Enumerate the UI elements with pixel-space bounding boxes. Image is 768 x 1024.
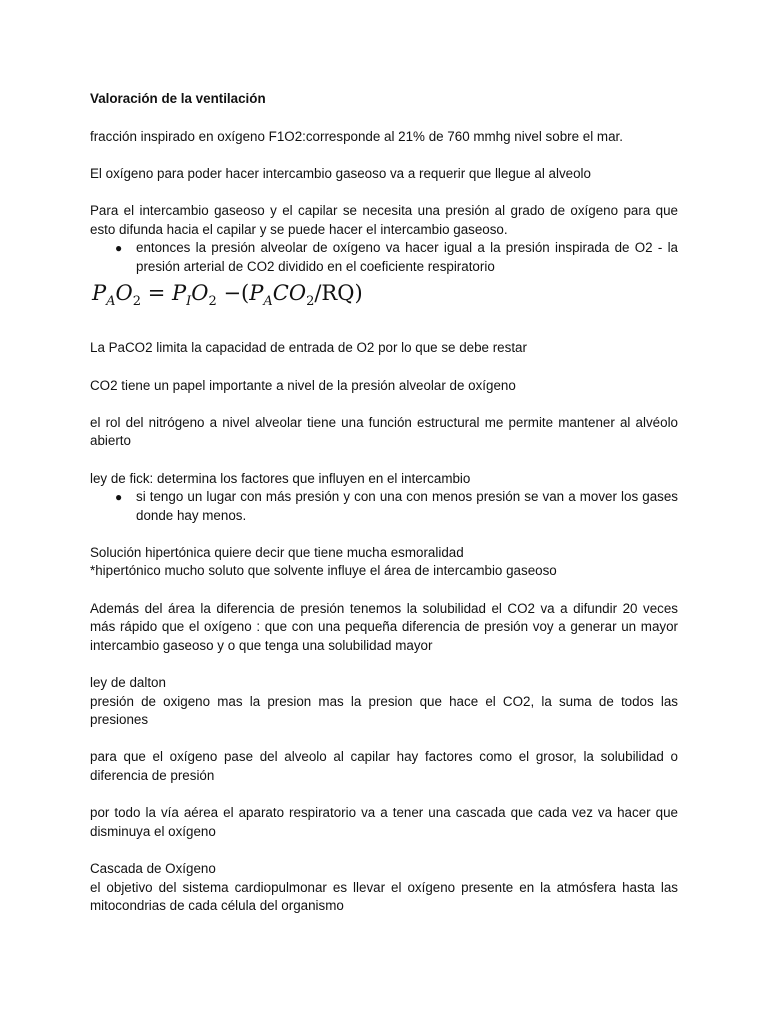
cascade-text: el objetivo del sistema cardiopulmonar es llevar el oxígeno presente en la atmósfera hasta las mitocondrias de cada célula del organismo — [90, 879, 678, 914]
formula-symbol: C — [272, 281, 289, 306]
bullet-text: entonces la presión alveolar de oxígeno va hacer igual a la presión inspirada de O2 - la presión arterial de CO2 dividido en el coeficiente respiratorio — [136, 240, 678, 274]
document-page — [90, 90, 678, 934]
formula-subscript: 2 — [208, 294, 217, 310]
formula-symbol: P — [249, 281, 264, 306]
paragraph-cascade: por todo la vía aérea el aparato respiratorio va a tener una cascada que cada vez va hacer que disminuya el oxígeno — [90, 805, 678, 839]
paragraph-nitrogen: el rol del nitrógeno a nivel alveolar tiene una función estructural me permite mantener al alvéolo abierto — [90, 414, 678, 449]
formula-subscript: A — [106, 294, 116, 310]
cascade-heading: Cascada de Oxígeno — [90, 860, 216, 876]
formula-symbol: O — [288, 281, 307, 306]
formula-symbol: O — [191, 281, 209, 306]
bullet-text: si tengo un lugar con más presión y con una con menos presión se van a mover los gases donde hay menos. — [136, 489, 678, 523]
formula-subscript: 2 — [132, 294, 142, 310]
paragraph-oxygen-exchange: El oxígeno para poder hacer intercambio gaseoso va a requerir que llegue al alveolo — [90, 165, 591, 181]
formula-subscript: 2 — [306, 294, 315, 310]
bullet-list-2 — [90, 488, 678, 525]
paragraph-fick: ley de fick: determina los factores que influyen en el intercambio — [90, 470, 471, 486]
list-item — [115, 488, 678, 525]
paragraph-hypertonic — [90, 544, 678, 581]
paragraph-dalton — [90, 674, 678, 730]
list-item — [115, 239, 678, 276]
bullet-list-1 — [90, 239, 678, 276]
paragraph-factors: para que el oxígeno pase del alveolo al capilar hay factores como el grosor, la solubilidad o diferencia de presión — [90, 749, 678, 783]
document-title: Valoración de la ventilación — [90, 91, 266, 106]
formula-subscript: A — [263, 294, 273, 310]
paragraph-paco2: La PaCO2 limita la capacidad de entrada de O2 por lo que se debe restar — [90, 340, 527, 356]
formula-symbol: O — [115, 281, 133, 306]
bullet-icon: ● — [115, 490, 123, 505]
alveolar-gas-equation — [92, 278, 678, 317]
paragraph-fio2: fracción inspirado en oxígeno F1O2:corresponde al 21% de 760 mmhg nivel sobre el mar. — [90, 128, 623, 144]
formula-symbol: P — [171, 281, 187, 306]
formula-symbol: P — [92, 281, 107, 306]
dalton-heading: ley de dalton — [90, 675, 166, 691]
formula-subscript: I — [186, 294, 192, 310]
paragraph-co2-role: CO2 tiene un papel importante a nivel de la presión alveolar de oxígeno — [90, 377, 516, 393]
paragraph-oxygen-cascade — [90, 860, 678, 916]
hypertonic-line-1: Solución hipertónica quiere decir que tiene mucha esmoralidad — [90, 544, 464, 560]
formula-operator: −( — [216, 281, 250, 306]
hypertonic-line-2: *hipertónico mucho soluto que solvente influye el área de intercambio gaseoso — [90, 563, 557, 579]
dalton-text: presión de oxigeno mas la presion mas la presion que hace el CO2, la suma de todos las presiones — [90, 693, 678, 728]
formula-operator: /RQ) — [314, 281, 363, 306]
bullet-icon: ● — [115, 241, 123, 256]
paragraph-capillary: Para el intercambio gaseoso y el capilar se necesita una presión al grado de oxígeno para que esto difunda hacia el capilar y se puede hacer el intercambio gaseoso. — [90, 202, 678, 237]
formula-operator: = — [141, 281, 172, 306]
paragraph-solubility: Además del área la diferencia de presión tenemos la solubilidad el CO2 va a difundir 20 veces más rápido que el oxígeno : que con una pequeña diferencia de presión voy a generar un mayor intercambio gaseoso y o que tenga una solubilidad mayor — [90, 600, 678, 653]
